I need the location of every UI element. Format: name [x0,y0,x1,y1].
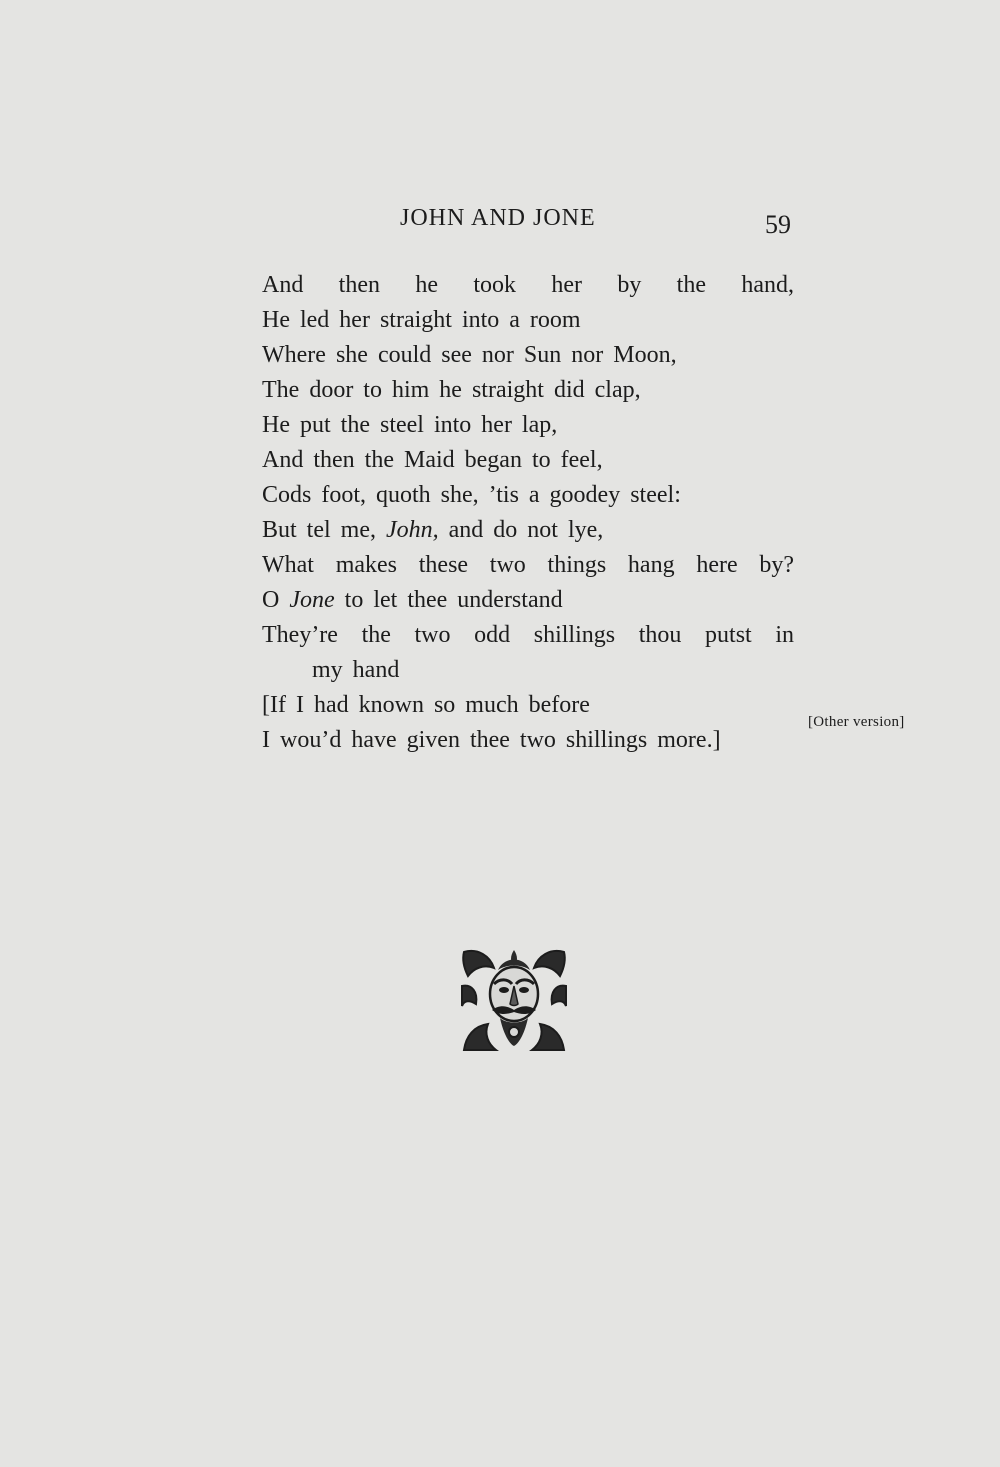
poem-line: And then he took her by the hand, [262,272,794,298]
poem-line: [If I had known so much before [262,692,590,718]
poem-line [262,513,794,548]
green-man-ornament-icon [460,946,568,1054]
poem-line: And then the Maid began to feel, [262,447,603,473]
poem-text-segment: O [262,587,290,613]
poem-text-segment: But tel me, [262,517,386,543]
poem-line: The door to him he straight did clap, [262,377,641,403]
running-title: JOHN AND JONE [400,205,596,231]
poem-line: He led her straight into a room [262,307,581,333]
margin-note: [Other version] [808,714,905,730]
poem-line [262,583,794,618]
poem-line: They’re the two odd shillings thou putst in [262,622,794,648]
italic-name-jone: Jone [289,587,335,613]
poem-text [262,268,794,758]
poem-line: He put the steel into her lap, [262,412,558,438]
poem-text-segment: and do not lye, [438,517,604,543]
poem-line: What makes these two things hang here by? [262,552,794,578]
page-number: 59 [765,210,791,239]
poem-line: I wou’d have given thee two shillings more.] [262,727,721,753]
italic-name-john: John, [385,517,439,543]
poem-line-continuation: my hand [312,657,400,683]
poem-line: Where she could see nor Sun nor Moon, [262,342,677,368]
poem-line: Cods foot, quoth she, ’tis a goodey steel: [262,482,681,508]
poem-text-segment: to let thee understand [334,587,563,613]
